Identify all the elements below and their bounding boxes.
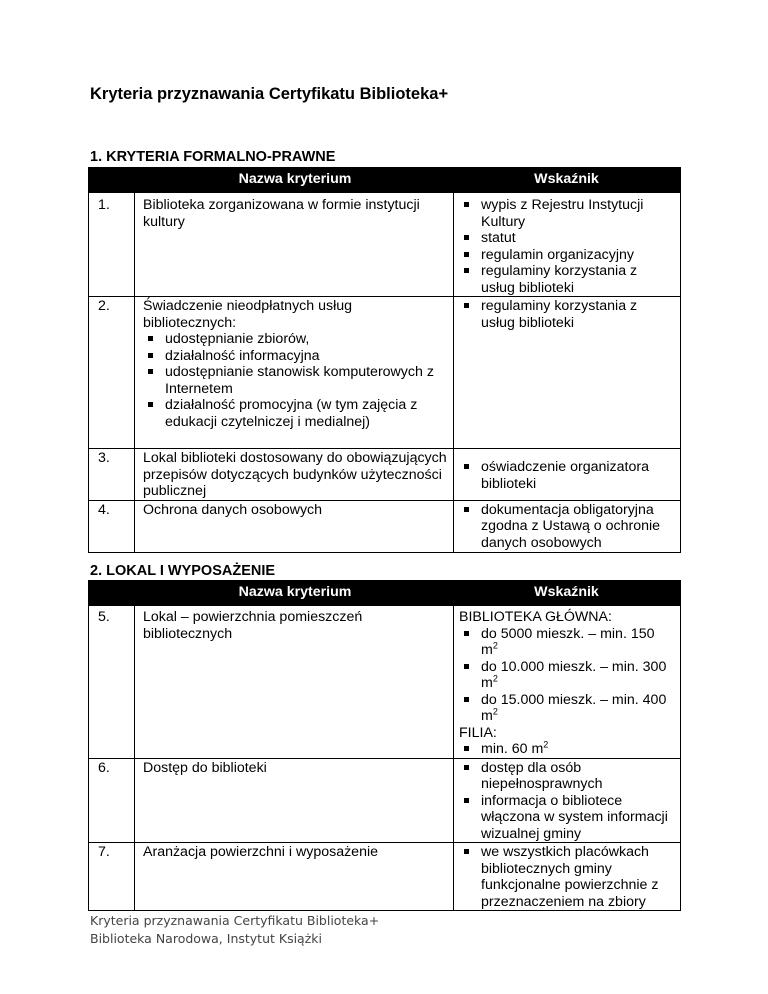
list-item: do 15.000 mieszk. – min. 400 $m^2$ xyxy=(459,692,674,725)
indicator-list xyxy=(459,626,674,725)
header-indicator: Wskaźnik xyxy=(454,581,681,606)
superscript: 2 xyxy=(492,640,498,651)
indicator-list xyxy=(459,459,674,492)
criterion-name: Lokal – powierzchnia pomieszczeń bibliotecznych xyxy=(135,606,454,759)
criterion-name: Dostęp do biblioteki xyxy=(135,758,454,843)
indicator-list xyxy=(459,197,674,296)
row-number: 1. xyxy=(89,193,135,297)
list-item: do 10.000 mieszk. – min. 300 $m^2$ xyxy=(459,659,674,692)
table-row xyxy=(89,500,681,552)
superscript: 2 xyxy=(492,673,498,684)
section-2-title: 2. LOKAL I WYPOSAŻENIE xyxy=(90,563,276,579)
indicator-list xyxy=(459,844,674,910)
list-item: oświadczenie organizatora biblioteki xyxy=(459,459,674,492)
page-footer xyxy=(90,912,379,948)
list-item: we wszystkich placówkach bibliotecznych gminy funkcjonalne powierzchnie z przeznaczeniem na zbiory xyxy=(459,844,674,910)
document-title: Kryteria przyznawania Certyfikatu Biblioteka+ xyxy=(90,85,449,103)
header-indicator: Wskaźnik xyxy=(454,168,681,193)
row-number: 6. xyxy=(89,758,135,843)
row-number: 2. xyxy=(89,297,135,449)
row-number: 3. xyxy=(89,449,135,501)
table-row xyxy=(89,758,681,843)
criteria-table-1 xyxy=(88,167,681,553)
indicator-list xyxy=(459,502,674,552)
section-1-title: 1. KRYTERIA FORMALNO-PRAWNE xyxy=(90,149,336,165)
indicator-list xyxy=(459,760,674,843)
list-item: działalność promocyjna (w tym zajęcia z edukacji czytelniczej i medialnej) xyxy=(143,397,447,430)
criteria-table-2 xyxy=(88,580,681,911)
list-item: udostępnianie stanowisk komputerowych z Internetem xyxy=(143,364,447,397)
criterion-name: Biblioteka zorganizowana w formie instytucji kultury xyxy=(135,193,454,297)
table-header-row xyxy=(89,581,681,606)
list-item: min. 60 $m^2$ xyxy=(459,741,674,758)
table-row xyxy=(89,606,681,759)
list-item: informacja o bibliotece włączona w system informacji wizualnej gminy xyxy=(459,793,674,843)
row-number: 4. xyxy=(89,500,135,552)
footer-line-2: Biblioteka Narodowa, Instytut Książki xyxy=(90,931,322,946)
table-row xyxy=(89,449,681,501)
header-name: Nazwa kryterium xyxy=(135,581,454,606)
list-item: udostępnianie zbiorów, xyxy=(143,331,447,348)
list-item: dostęp dla osób niepełnosprawnych xyxy=(459,760,674,793)
criterion-subitems xyxy=(143,331,447,430)
superscript: 2 xyxy=(543,739,549,750)
list-item: statut xyxy=(459,230,674,247)
table-row xyxy=(89,843,681,911)
criterion-name: Lokal biblioteki dostosowany do obowiązujących przepisów dotyczących budynków użyteczności publicznej xyxy=(135,449,454,501)
list-item: regulaminy korzystania z usług biblioteki xyxy=(459,298,674,331)
indicator-list xyxy=(459,741,674,758)
criterion-name: Aranżacja powierzchni i wyposażenie xyxy=(135,843,454,911)
main-library-label: BIBLIOTEKA GŁÓWNA: xyxy=(459,609,612,625)
branch-label: FILIA: xyxy=(459,724,497,741)
list-item: regulamin organizacyjny xyxy=(459,247,674,264)
list-item: regulaminy korzystania z usług biblioteki xyxy=(459,263,674,296)
list-item: do 5000 mieszk. – min. 150 $m^2$ xyxy=(459,626,674,659)
list-item: dokumentacja obligatoryjna zgodna z Ustawą o ochronie danych osobowych xyxy=(459,502,674,552)
indicator-list xyxy=(459,298,674,331)
list-item: wypis z Rejestru Instytucji Kultury xyxy=(459,197,674,230)
criterion-name: Świadczenie nieodpłatnych usług bibliotecznych: xyxy=(143,298,353,331)
header-name: Nazwa kryterium xyxy=(135,168,454,193)
superscript: 2 xyxy=(492,706,498,717)
table-row xyxy=(89,193,681,297)
list-item: działalność informacyjna xyxy=(143,348,447,365)
footer-line-1: Kryteria przyznawania Certyfikatu Biblioteka+ xyxy=(90,913,380,928)
table-row xyxy=(89,297,681,449)
row-number: 7. xyxy=(89,843,135,911)
table-header-row xyxy=(89,168,681,193)
criterion-name: Ochrona danych osobowych xyxy=(135,500,454,552)
row-number: 5. xyxy=(89,606,135,759)
